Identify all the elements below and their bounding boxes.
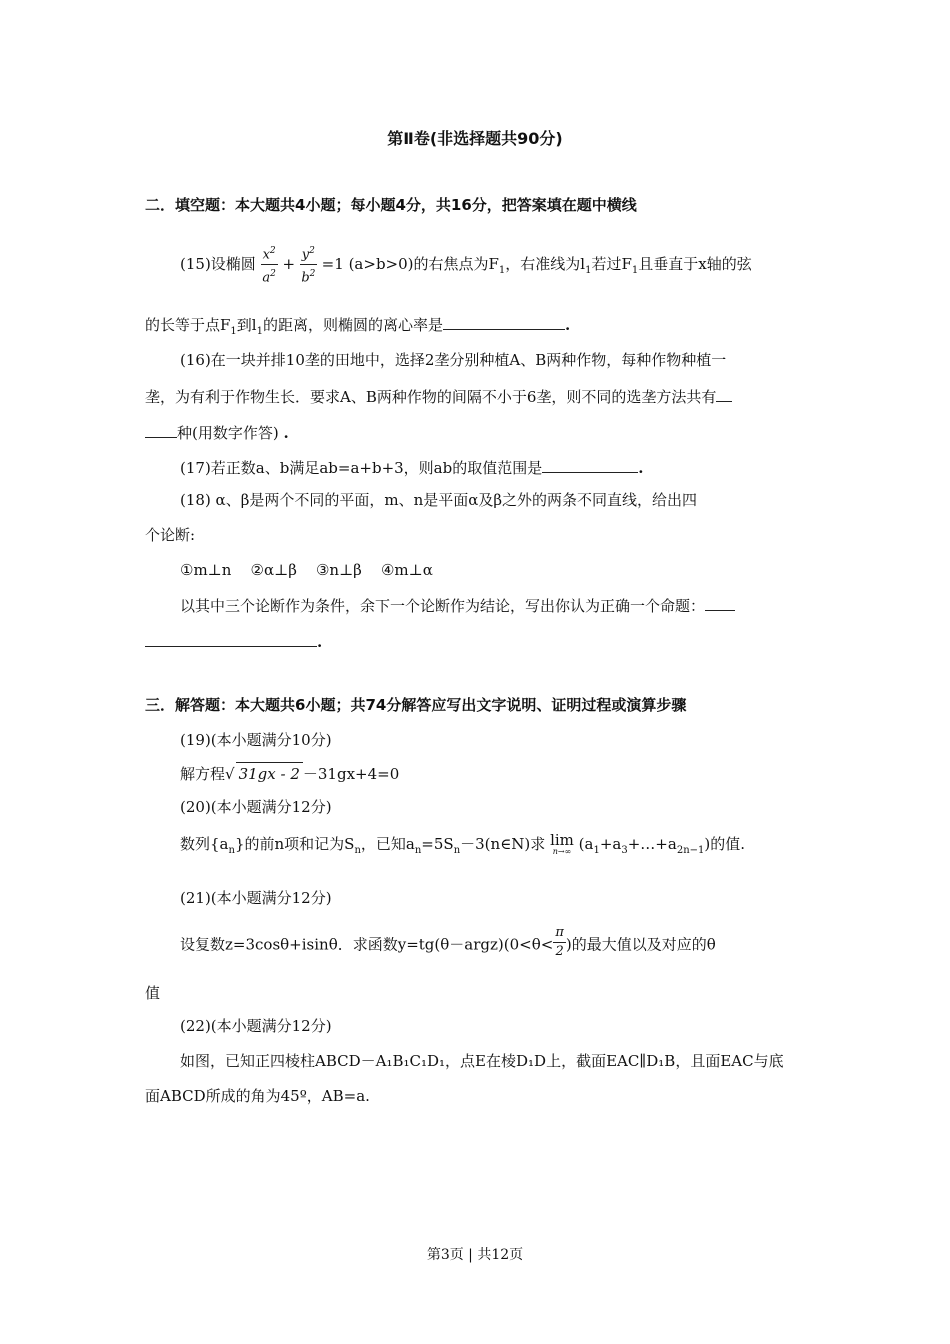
q18-line1: (18) α、β是两个不同的平面，m、n是平面α及β之外的两条不同直线，给出四 [180, 491, 698, 509]
period: . [565, 316, 571, 334]
q20-b: }的前n项和记为S [234, 835, 355, 853]
q18-answer-blank-b[interactable] [145, 630, 317, 647]
q18-option-3: ③n⊥β [315, 561, 362, 579]
q21-text2: )的最大值以及对应的θ [565, 935, 716, 954]
q19-score: (19)(本小题满分10分) [180, 731, 332, 749]
q20-e: －3(n∈N)求 [460, 835, 546, 853]
q22-line1: 如图，已知正四棱柱ABCD－A₁B₁C₁D₁，点E在棱D₁D上，截面EAC∥D₁B，且面EAC与底 [180, 1052, 784, 1070]
q21-text: 设复数z=3cosθ+isinθ．求函数y=tg(θ－argz)(0<θ< [180, 935, 554, 954]
q18-option-4: ④m⊥α [380, 561, 433, 579]
q15-rest4: 且垂直于x轴的弦 [638, 254, 752, 273]
q18-options [180, 559, 433, 581]
q15-prefix: (15)设椭圆 [180, 254, 256, 273]
q15-fraction-x: $\frac{x^2}{a^2}$ [261, 242, 278, 288]
q19-prefix: 解方程 [180, 765, 226, 783]
q20-f: (a [578, 835, 594, 853]
q19-rest: －31gx+4=0 [302, 765, 400, 783]
q15-rest3: 若过F [591, 254, 632, 273]
page-title: 第Ⅱ卷(非选择题共90分) [387, 129, 563, 148]
q15-eq: =1 [321, 254, 344, 273]
q21-score: (21)(本小题满分12分) [180, 889, 332, 907]
q20-i: )的值. [704, 835, 745, 853]
q22-line2: 面ABCD所成的角为45º，AB=a. [145, 1087, 370, 1105]
q19-equation [180, 762, 399, 785]
q17-answer-blank[interactable] [542, 456, 638, 473]
q15-fraction-y: $\frac{y^2}{b^2}$ [300, 242, 317, 288]
sqrt-symbol: √ [225, 765, 235, 783]
q16-answer-blank-a[interactable] [716, 385, 732, 402]
q18-option-1: ①m⊥n [180, 561, 232, 579]
q18-line4 [180, 594, 735, 617]
q20-d: =5S [421, 835, 454, 853]
q18-line4-text: 以其中三个论断作为条件，余下一个论断作为结论，写出你认为正确一个命题： [180, 597, 706, 615]
q20-a: 数列{a [180, 835, 229, 853]
q18-option-2: ②α⊥β [250, 561, 297, 579]
q20-limit: lim n→∞ [550, 831, 574, 856]
q15-plus: + [282, 254, 296, 273]
q17-text: (17)若正数a、b满足ab=a+b+3，则ab的取值范围是 [180, 459, 543, 477]
q15-line1: (15)设椭圆 $\frac{x^2}{a^2}$ + $\frac{y^2}{b^2}$ =1 (a>b>0)的右焦点为$F_1$，右准线为$l_1$若过$F_1$且垂直于x轴的弦 [180, 242, 752, 288]
page-footer: 第3页 | 共12页 [426, 1247, 524, 1263]
q16-line2 [145, 385, 732, 408]
q16-line2-text: 垄，为有利于作物生长．要求A、B两种作物的间隔不小于6垄，则不同的选垄方法共有 [145, 388, 717, 406]
q18-line2: 个论断: [145, 526, 196, 544]
q16-line1: (16)在一块并排10垄的田地中，选择2垄分别种植A、B两种作物，每种作物种植一 [180, 351, 727, 369]
q15-answer-blank[interactable] [443, 313, 565, 330]
q16-answer-blank-b[interactable] [145, 421, 177, 438]
q21-line [180, 925, 716, 961]
q20-g: +a [599, 835, 622, 853]
q15-line2-a: 的长等于点F [145, 316, 231, 334]
q15-rest: (a>b>0)的右焦点为F [348, 254, 499, 273]
q18-line5 [145, 630, 322, 653]
q15-line2-c: 的距离，则椭圆的离心率是 [262, 316, 443, 334]
q18-answer-blank-a[interactable] [705, 594, 735, 611]
q21-fraction: $\frac{\pi}{2}$ [555, 925, 564, 959]
q17-line [180, 456, 643, 479]
part2-heading: 二．填空题：本大题共4小题；每小题4分，共16分，把答案填在题中横线 [145, 196, 637, 214]
q19-radicand: 31gx - 2 [236, 762, 303, 785]
q21-line2: 值 [145, 984, 161, 1002]
q15-line2-b: 到l [236, 316, 257, 334]
q16-line3-text: 种(用数字作答) [177, 424, 279, 442]
period: . [638, 459, 644, 477]
q20-c: ，已知a [360, 835, 415, 853]
period: . [317, 633, 323, 651]
q20-score: (20)(本小题满分12分) [180, 798, 332, 816]
q15-rest2: ，右准线为l [505, 254, 586, 273]
q15-line2: 的长等于点$F_1$到$l_1$的距离，则椭圆的离心率是 . [145, 313, 570, 343]
q20-line: 数列$\{a_n\}$的前n项和记为$S_n$，已知$a_n=5S_n-3(n\in N)$求 lim n→∞ $(a_1+a_3+\dots+a_{2n-1})$的值. [180, 831, 745, 856]
q22-score: (22)(本小题满分12分) [180, 1017, 332, 1035]
q16-line3 [145, 421, 289, 444]
period: . [283, 424, 289, 442]
part3-heading: 三．解答题：本大题共6小题；共74分解答应写出文字说明、证明过程或演算步骤 [145, 696, 687, 714]
q20-h: +…+a [627, 835, 677, 853]
